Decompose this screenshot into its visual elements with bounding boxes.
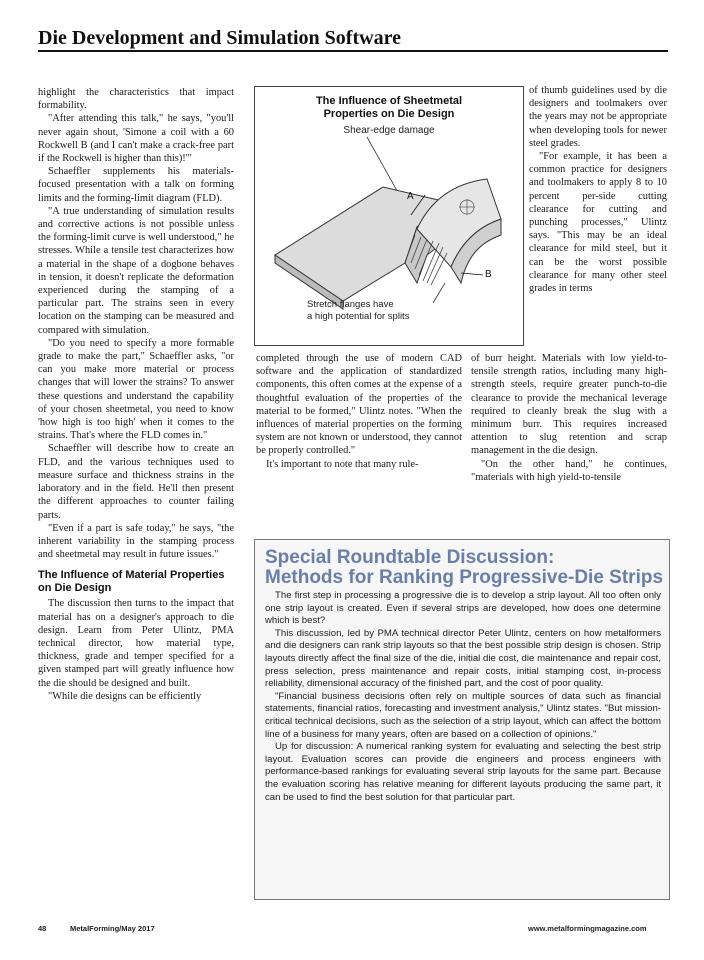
figure-subtitle: Shear-edge damage [343, 125, 435, 136]
paragraph: "Even if a part is safe today," he says, "the inherent variability in the stamping process and sheetmetal may result in future issues." [38, 522, 234, 561]
paragraph: "For example, it has been a common practice for designers and toolmakers to apply 8 to 10 percent per-side cutting clearance for cutting and punching processes," Ulintz says. "This may be an ideal clearance for mild steel, but it can be the worst possible clearance for many other steel grades in terms [529, 151, 667, 295]
page-number: 48 [38, 924, 47, 933]
paragraph: highlight the characteristics that impact formability. [38, 87, 234, 112]
figure-label-a: A [407, 191, 414, 202]
roundtable-sidebar [254, 539, 670, 900]
paragraph: of thumb guidelines used by die designers and toolmakers over the years may not be appropriate when developing tools for newer steel grades. [529, 85, 667, 149]
figure-caption-line: a high potential for splits [307, 311, 410, 322]
paragraph: "A true understanding of simulation results and corrective actions is not possible unless the forming-limit curve is well understood," he stresses. While a tensile test characterizes how a material in the shape of a dogbone behaves in tension, it doesn't replicate the deformation experienced during the stamping of a particular part. The strains seen in every location on the stamping can be measured and compared with simulation. [38, 205, 234, 336]
figure-title-line: Properties on Die Design [323, 108, 455, 120]
article-column-right-top [529, 84, 667, 295]
paragraph: of burr height. Materials with low yield-to-tensile strength ratios, including many high-strength steels, require greater punch-to-die clearance to provide the mechanical leverage required to cleanly break the slug with a minimum burr. This requires increased attention to slug retention and scrap management in the die design. [471, 353, 667, 457]
sidebar-title [265, 548, 663, 588]
sidebar-body [265, 590, 661, 804]
figure-label-b: B [485, 269, 492, 280]
subhead: The Influence of Material Properties on Die Design [38, 569, 225, 595]
running-header [38, 28, 668, 52]
paragraph: completed through the use of modern CAD software and the application of standardized components, this often comes at the expense of a thoughtful evaluation of the properties of the material to be formed," Ulintz notes. "When the influences of material properties on the forming system are not known or understood, they cannot be properly controlled." [256, 353, 462, 457]
issue-line: MetalForming/May 2017 [70, 924, 155, 933]
paragraph: "While die designs can be efficiently [48, 690, 202, 702]
website-link[interactable]: www.metalformingmagazine.com [528, 924, 647, 933]
figure-caption [307, 299, 487, 323]
paragraph: "Do you need to specify a more formable grade to make the part," Schaeffler asks, "or can you make more material or process changes that will lower the strains? To answer these questions and understand the capability of your chosen sheetmetal, you need to know 'how high is too high' when it comes to the strains. That's where the FLD comes in." [38, 337, 234, 442]
paragraph: The first step in processing a progressive die is to develop a strip layout. All too often only one strip layout is created. Even if several strips are developed, how does one determine which is best? [265, 590, 661, 627]
sidebar-title-line: Special Roundtable Discussion: [265, 547, 555, 568]
article-column-left [38, 86, 234, 703]
paragraph: "Financial business decisions often rely on multiple sources of data such as financial statements, financial ratios, forecasting and investment analysis," Ulintz states. "But mission-critical technical decisions, such as the selection of a strip layout, which can affect the bottom line of a business for many years, often are based on a collection of opinions." [265, 690, 661, 740]
section-title: Die Development and Simulation Software [38, 27, 401, 49]
paragraph: Schaeffler will describe how to create an FLD, and the various techniques used to measure surface and thickness strains in the laboratory and in the field. He'll then present the different approaches to counter failing parts. [38, 443, 234, 521]
figure-caption-line: Stretch flanges have [307, 299, 394, 310]
paragraph: Up for discussion: A numerical ranking system for evaluating and selecting the best strip layout. Evaluation scores can provide die engineers and process engineers with performance-based rankings for evaluating several strip layouts for the same part. Because the evaluation scoring has relative meaning for different layouts producing the same part, it can be used to find the best solution for that particular part. [265, 741, 661, 803]
figure-title-line: The Influence of Sheetmetal [315, 95, 463, 107]
article-column-middle [256, 352, 462, 471]
paragraph: "After attending this talk," he says, "you'll never again shout, 'Simone a coil with a 60 Rockwell B (and I can't make a crack-free part if the Rockwell is higher than this)!'" [38, 113, 234, 165]
paragraph: It's important to note that many rule- [266, 458, 419, 470]
paragraph: Schaeffler supplements his materials-focused presentation with a talk on forming limits and the forming-limit diagram (FLD). [38, 166, 234, 204]
paragraph: The discussion then turns to the impact that material has on a designer's approach to die design. Learn from Peter Ulintz, PMA technical director, how material type, thickness, grade and temper specified for a given stamped part will greatly influence how the die should be designed and built. [38, 598, 234, 689]
paragraph: This discussion, led by PMA technical director Peter Ulintz, centers on how metalformers and die designers can rank strip layouts so that the best possible strip design is chosen. Strip layouts directly affect the final size of the die, initial die cost, die maintenance and repair cost, press selection, press maintenance and repair costs, initial stamping cost, in-process reliability, dimensional accuracy of the finished part, and the cost of poor quality. [265, 627, 661, 690]
article-column-right-middle [471, 352, 667, 484]
sidebar-title-line: Methods for Ranking Progressive-Die Strips [265, 567, 664, 588]
figure-box [254, 86, 524, 346]
paragraph: "On the other hand," he continues, "materials with high yield-to-tensile [471, 458, 667, 483]
